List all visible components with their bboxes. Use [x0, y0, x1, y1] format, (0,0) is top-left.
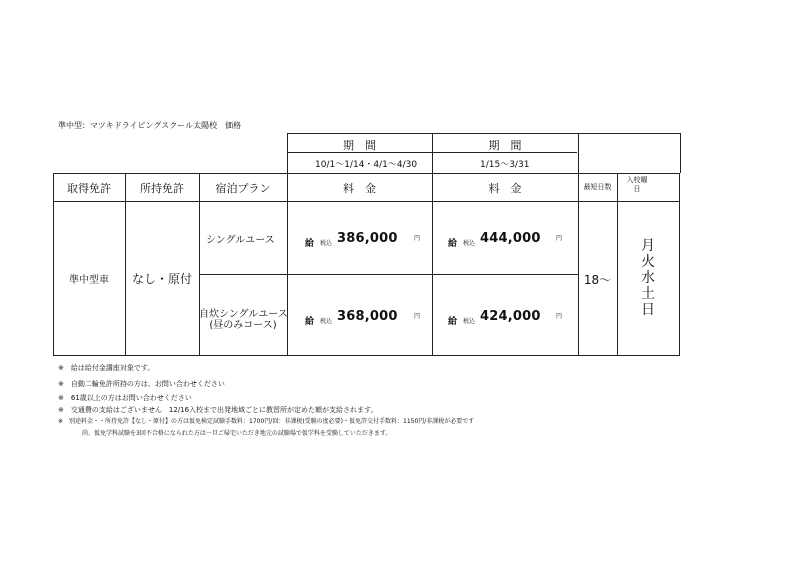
cell-acquire: 準中型車	[69, 275, 109, 286]
yen-unit: 円	[556, 235, 563, 242]
tax-label: 税込	[463, 318, 476, 325]
plan-self-catering: 自炊シングルユース	[199, 309, 288, 320]
col-days: 最短日数	[583, 183, 612, 191]
note: ※ 別途料金・・所持免許【なし・原付】の方は仮免検定試験手数料：1700円/回：非課税(受験の度必要)・仮免許交付手数料：1150円/非課税が必要です	[58, 418, 475, 425]
border	[680, 133, 681, 173]
col-fee-2: 料 金	[488, 182, 522, 195]
border	[432, 173, 433, 356]
note: ※ 61歳以上の方はお問い合わせください	[58, 394, 192, 402]
notes	[58, 362, 474, 440]
yen-unit: 円	[556, 313, 563, 320]
col-plan: 宿泊プラン	[215, 182, 271, 195]
plan-single: シングルユース	[206, 235, 275, 246]
tax-label: 税込	[463, 240, 476, 247]
yen-unit: 円	[414, 313, 421, 320]
plan-self-catering-sub: (昼のみコース)	[209, 320, 277, 331]
prefix-kyu: 給	[305, 317, 315, 327]
yen-unit: 円	[414, 235, 421, 242]
entry-day: 土	[641, 286, 655, 302]
tax-label: 税込	[320, 240, 333, 247]
col-held: 所持免許	[140, 182, 184, 195]
note: ※ 交通費の支給はございません 12/16入校まで出発地域ごとに教習所が定めた額が支給されます。	[58, 406, 378, 414]
col-fee-1: 料 金	[343, 182, 376, 195]
border	[579, 133, 681, 134]
period-label-1: 期 間	[343, 139, 376, 152]
price-self-catering-period1: 368,000	[337, 309, 398, 324]
price-single-period1: 386,000	[337, 231, 398, 246]
note: ※ 給は給付金講座対象です。	[58, 364, 155, 372]
page-title: 準中型：マツキドライビングスクール太陽校 価格	[58, 121, 242, 130]
border	[617, 173, 618, 356]
border	[53, 201, 680, 202]
prefix-kyu: 給	[448, 317, 458, 327]
period-label-2: 期 間	[488, 139, 522, 152]
note: ※ 自動二輪免許所持の方は、お問い合わせください	[58, 380, 225, 388]
tax-label: 税込	[320, 318, 333, 325]
border	[287, 173, 288, 356]
border	[125, 173, 126, 356]
entry-day: 水	[641, 270, 655, 286]
cell-entry-days	[638, 238, 658, 318]
price-single-period2: 444,000	[480, 231, 541, 246]
entry-day: 火	[641, 254, 655, 270]
border	[578, 133, 579, 173]
price-self-catering-period2: 424,000	[480, 309, 541, 324]
col-acquire: 取得免許	[67, 182, 111, 195]
entry-day: 月	[641, 238, 655, 254]
border	[287, 133, 579, 134]
period-range-2: 1/15～3/31	[480, 160, 530, 170]
border	[578, 173, 579, 356]
border	[199, 274, 578, 275]
col-entry: 入校曜日	[626, 176, 648, 193]
cell-days: 18～	[583, 273, 612, 287]
note: 尚、仮免学科試験を3回不合格になられた方は一旦ご帰宅いただき地元の試験場で仮学科を受験していただきます。	[58, 430, 392, 437]
entry-day: 日	[641, 302, 655, 318]
prefix-kyu: 給	[448, 239, 458, 249]
cell-held: なし・原付	[131, 272, 192, 286]
period-range-1: 10/1～1/14・4/1～4/30	[315, 160, 418, 170]
prefix-kyu: 給	[305, 239, 315, 249]
